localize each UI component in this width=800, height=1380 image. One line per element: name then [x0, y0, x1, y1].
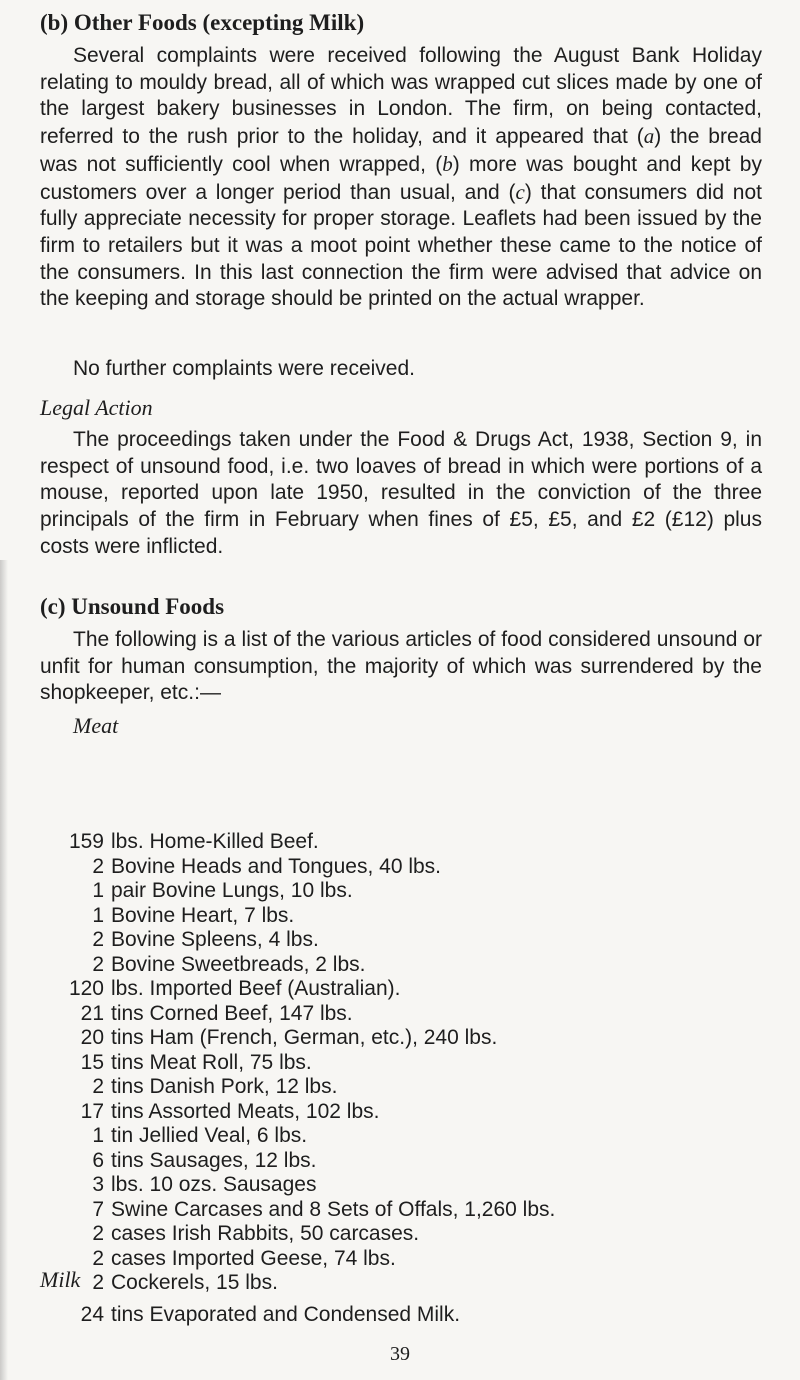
page-number: 39 [390, 1343, 410, 1365]
meat-list-item [40, 1123, 307, 1149]
meat-item-quantity: 2 [92, 1271, 104, 1294]
meat-list-item [40, 1221, 419, 1247]
meat-list-item [40, 1172, 316, 1198]
meat-list-item [40, 1148, 316, 1174]
section-b-paragraph: Several complaints were received following the August Bank Holiday relating to mouldy bread, all of which was wrapped cut slices made by one of the largest bakery businesses in London. The firm, on being contacted, referred to the rush prior to the holiday, and it appeared that (a) the bread was not sufficiently cool when wrapped, (b) more was bought and kept by customers over a longer period than usual, and (c) that consumers did not fully appreciate necessity for proper storage. Leaflets had been issued by the firm to retailers but it was a moot point whether these came to the notice of the consumers. In this last connection the firm were advised that advice on the keeping and storage should be printed on the actual wrapper. [40, 44, 762, 311]
page-edge-shadow [0, 560, 8, 1380]
meat-item-description: Cockerels, 15 lbs. [111, 1271, 278, 1294]
meat-item-description: pair Bovine Lungs, 10 lbs. [111, 879, 353, 902]
meat-item-quantity: 2 [92, 1075, 104, 1098]
meat-item-quantity: 2 [92, 854, 104, 878]
meat-list-item [40, 854, 441, 880]
meat-item-description: Bovine Sweetbreads, 2 lbs. [111, 952, 366, 976]
meat-item-description: cases Imported Geese, 74 lbs. [111, 1246, 396, 1270]
milk-heading: Milk [40, 1267, 81, 1292]
meat-item-quantity: 1 [92, 879, 104, 902]
meat-list-item [40, 1099, 379, 1125]
meat-item-description: tin Jellied Veal, 6 lbs. [111, 1124, 308, 1147]
meat-item-quantity: 6 [92, 1148, 104, 1172]
meat-item-quantity: 159 [68, 830, 104, 853]
section-b-closing-paragraph: No further complaints were received. [73, 357, 415, 380]
meat-item-description: tins Ham (French, German, etc.), 240 lbs. [111, 1026, 498, 1049]
meat-item-description: tins Sausages, 12 lbs. [111, 1148, 317, 1172]
meat-list-item [40, 1001, 353, 1027]
meat-item-quantity: 20 [80, 1026, 104, 1049]
meat-item-description: tins Assorted Meats, 102 lbs. [111, 1099, 380, 1123]
meat-item-description: tins Meat Roll, 75 lbs. [111, 1050, 312, 1074]
meat-list-item [40, 878, 353, 904]
meat-item-quantity: 1 [92, 1124, 104, 1147]
meat-list-item [40, 976, 400, 1002]
meat-item-quantity: 3 [92, 1173, 104, 1196]
meat-list-item [40, 1197, 555, 1223]
meat-list-item [40, 829, 319, 855]
legal-action-paragraph: The proceedings taken under the Food & Drugs Act, 1938, Section 9, in respect of unsound food, i.e. two loaves of bread in which were portions of a mouse, reported upon late 1950, resulted in the conviction of the three principals of the firm in February when fines of £5, £5, and £2 (£12) plus costs were inflicted. [40, 428, 762, 558]
meat-item-quantity: 2 [92, 928, 104, 951]
meat-heading: Meat [73, 713, 119, 738]
meat-item-quantity: 15 [80, 1050, 104, 1074]
meat-list-item [40, 927, 319, 953]
meat-list-item [40, 1246, 396, 1272]
meat-item-quantity: 17 [80, 1099, 104, 1123]
meat-item-description: lbs. Home-Killed Beef. [111, 830, 319, 853]
meat-item-description: cases Irish Rabbits, 50 carcases. [111, 1222, 420, 1245]
milk-list-item [40, 1302, 460, 1328]
meat-item-quantity: 120 [68, 977, 104, 1000]
meat-item-description: Bovine Heart, 7 lbs. [111, 903, 295, 927]
meat-list-item [40, 1050, 312, 1076]
meat-item-description: tins Danish Pork, 12 lbs. [111, 1075, 338, 1098]
meat-item-description: lbs. Imported Beef (Australian). [111, 977, 401, 1000]
meat-item-description: Swine Carcases and 8 Sets of Offals, 1,260 lbs. [111, 1197, 556, 1221]
meat-item-quantity: 21 [80, 1001, 104, 1025]
meat-list-item [40, 1074, 337, 1100]
legal-action-heading: Legal Action [40, 395, 153, 420]
meat-item-quantity: 2 [92, 1246, 104, 1270]
milk-description: tins Evaporated and Condensed Milk. [111, 1303, 461, 1326]
section-c-paragraph: The following is a list of the various articles of food considered unsound or unfit for human consumption, the majority of which was surrendered by the shopkeeper, etc.:— [40, 628, 762, 705]
meat-list-item [40, 903, 294, 929]
meat-item-description: lbs. 10 ozs. Sausages [111, 1173, 317, 1196]
meat-item-quantity: 2 [92, 952, 104, 976]
meat-item-quantity: 1 [92, 903, 104, 927]
meat-list-item [40, 1025, 497, 1051]
meat-item-quantity: 2 [92, 1222, 104, 1245]
meat-item-description: Bovine Spleens, 4 lbs. [111, 928, 319, 951]
meat-list-item [40, 952, 365, 978]
meat-item-description: tins Corned Beef, 147 lbs. [111, 1001, 353, 1025]
section-b-heading: (b) Other Foods (excepting Milk) [40, 10, 365, 35]
milk-quantity: 24 [80, 1303, 104, 1326]
section-c-heading: (c) Unsound Foods [40, 594, 225, 619]
meat-item-description: Bovine Heads and Tongues, 40 lbs. [111, 854, 442, 878]
meat-item-quantity: 7 [92, 1197, 104, 1221]
